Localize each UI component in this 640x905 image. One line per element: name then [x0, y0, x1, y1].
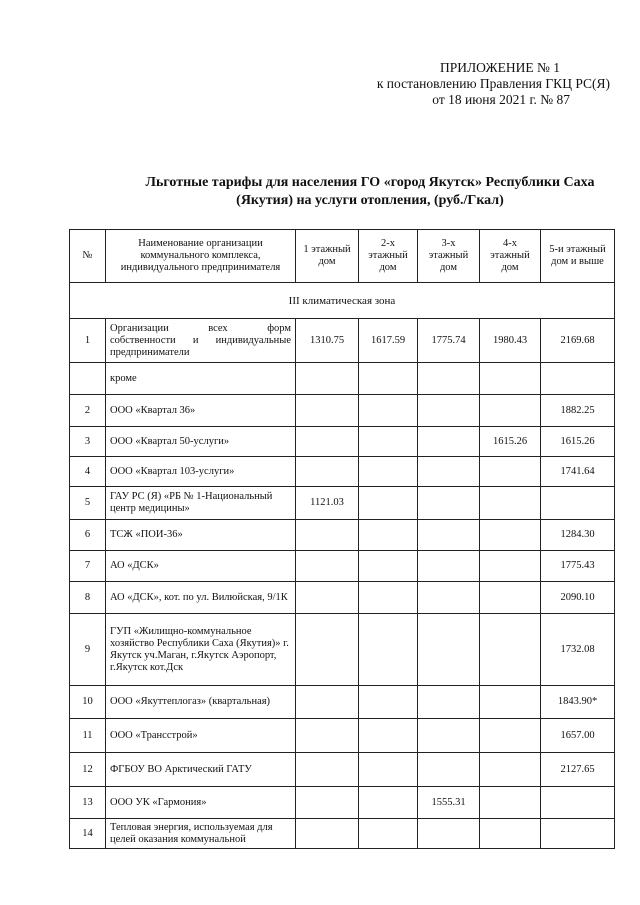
appendix-resolution: к постановлению Правления ГКЦ РС(Я)	[376, 76, 610, 91]
table-row	[70, 363, 615, 395]
row-name: кроме	[106, 363, 296, 395]
value-floor-2: 1617.59	[359, 319, 418, 363]
row-num: 12	[70, 753, 106, 787]
value-floor-5: 1284.30	[541, 520, 615, 551]
value-floor-4	[480, 520, 541, 551]
table-row	[70, 319, 615, 363]
value-floor-1	[296, 582, 359, 614]
value-floor-1	[296, 614, 359, 686]
value-floor-2	[359, 487, 418, 520]
value-floor-3	[418, 520, 480, 551]
row-name: ГУП «Жилищно-коммунальное хозяйство Республики Саха (Якутия)» г. Якутск уч.Маган, г.Якутск Аэропорт, г.Якутск кот.Дск	[106, 614, 296, 686]
header-floor-3: 3-х этажный дом	[418, 230, 480, 283]
value-floor-3	[418, 551, 480, 582]
table-row	[70, 753, 615, 787]
table-row	[70, 819, 615, 849]
table-row	[70, 457, 615, 487]
row-name: ООО УК «Гармония»	[106, 787, 296, 819]
value-floor-4	[480, 819, 541, 849]
row-num: 9	[70, 614, 106, 686]
value-floor-1	[296, 686, 359, 719]
value-floor-3: 1555.31	[418, 787, 480, 819]
value-floor-1	[296, 719, 359, 753]
row-num: 10	[70, 686, 106, 719]
value-floor-3	[418, 363, 480, 395]
value-floor-4	[480, 719, 541, 753]
value-floor-3	[418, 487, 480, 520]
table-row	[70, 686, 615, 719]
row-name: ООО «Квартал 36»	[106, 395, 296, 427]
appendix-number: ПРИЛОЖЕНИЕ № 1	[439, 60, 560, 75]
value-floor-3	[418, 819, 480, 849]
value-floor-4	[480, 395, 541, 427]
value-floor-2	[359, 582, 418, 614]
header-floor-5: 5-и этажный дом и выше	[541, 230, 615, 283]
value-floor-3	[418, 753, 480, 787]
value-floor-4	[480, 787, 541, 819]
row-name: ТСЖ «ПОИ-36»	[106, 520, 296, 551]
row-name-line: Организации всех форм	[110, 322, 291, 334]
appendix-header	[310, 60, 610, 108]
value-floor-1	[296, 363, 359, 395]
value-floor-2	[359, 363, 418, 395]
tariff-table	[69, 229, 615, 849]
row-num: 3	[70, 427, 106, 457]
row-num: 14	[70, 819, 106, 849]
row-name-line: предприниматели	[110, 346, 190, 358]
value-floor-5: 2127.65	[541, 753, 615, 787]
header-floor-4: 4-х этажный дом	[480, 230, 541, 283]
value-floor-1: 1121.03	[296, 487, 359, 520]
value-floor-1	[296, 395, 359, 427]
row-name: ГАУ РС (Я) «РБ № 1-Национальный центр медицины»	[106, 487, 296, 520]
value-floor-1	[296, 787, 359, 819]
row-num: 8	[70, 582, 106, 614]
value-floor-2	[359, 719, 418, 753]
row-num	[70, 363, 106, 395]
value-floor-2	[359, 520, 418, 551]
table-row	[70, 551, 615, 582]
value-floor-5	[541, 787, 615, 819]
row-name: ООО «Якуттеплогаз» (квартальная)	[106, 686, 296, 719]
header-num: №	[70, 230, 106, 283]
value-floor-2	[359, 427, 418, 457]
table-row	[70, 395, 615, 427]
row-num: 6	[70, 520, 106, 551]
row-name: АО «ДСК»	[106, 551, 296, 582]
value-floor-3	[418, 582, 480, 614]
value-floor-1	[296, 427, 359, 457]
row-name	[106, 319, 296, 363]
value-floor-1	[296, 819, 359, 849]
value-floor-4: 1980.43	[480, 319, 541, 363]
row-name: ООО «Квартал 103-услуги»	[106, 457, 296, 487]
value-floor-4	[480, 582, 541, 614]
value-floor-2	[359, 614, 418, 686]
document-title	[100, 174, 640, 210]
row-name: ООО «Трансстрой»	[106, 719, 296, 753]
value-floor-1	[296, 520, 359, 551]
table-row	[70, 719, 615, 753]
value-floor-2	[359, 787, 418, 819]
value-floor-2	[359, 686, 418, 719]
climate-zone: III климатическая зона	[70, 283, 615, 319]
table-row	[70, 520, 615, 551]
table-header-row	[70, 230, 615, 283]
value-floor-5: 2169.68	[541, 319, 615, 363]
value-floor-5	[541, 819, 615, 849]
value-floor-1	[296, 551, 359, 582]
value-floor-5: 1775.43	[541, 551, 615, 582]
zone-row	[70, 283, 615, 319]
table-row	[70, 487, 615, 520]
row-name: АО «ДСК», кот. по ул. Вилюйская, 9/1К	[106, 582, 296, 614]
value-floor-5	[541, 487, 615, 520]
value-floor-4	[480, 686, 541, 719]
header-floor-2: 2-х этажный дом	[359, 230, 418, 283]
value-floor-3	[418, 686, 480, 719]
value-floor-5	[541, 363, 615, 395]
row-name: Тепловая энергия, используемая для целей оказания коммунальной	[106, 819, 296, 849]
table-row	[70, 427, 615, 457]
row-num: 5	[70, 487, 106, 520]
row-name: ФГБОУ ВО Арктический ГАТУ	[106, 753, 296, 787]
value-floor-1	[296, 753, 359, 787]
value-floor-4: 1615.26	[480, 427, 541, 457]
value-floor-3	[418, 719, 480, 753]
value-floor-5: 1732.08	[541, 614, 615, 686]
value-floor-3: 1775.74	[418, 319, 480, 363]
value-floor-2	[359, 753, 418, 787]
value-floor-5: 1882.25	[541, 395, 615, 427]
row-num: 7	[70, 551, 106, 582]
value-floor-4	[480, 363, 541, 395]
value-floor-3	[418, 614, 480, 686]
value-floor-2	[359, 395, 418, 427]
value-floor-5: 1741.64	[541, 457, 615, 487]
value-floor-5: 1615.26	[541, 427, 615, 457]
value-floor-1	[296, 457, 359, 487]
header-name: Наименование организации коммунального комплекса, индивидуального предпринимателя	[106, 230, 296, 283]
table-row	[70, 614, 615, 686]
value-floor-3	[418, 457, 480, 487]
value-floor-2	[359, 819, 418, 849]
value-floor-5: 2090.10	[541, 582, 615, 614]
row-name: ООО «Квартал 50-услуги»	[106, 427, 296, 457]
header-floor-1: 1 этажный дом	[296, 230, 359, 283]
value-floor-2	[359, 457, 418, 487]
value-floor-5: 1657.00	[541, 719, 615, 753]
appendix-date: от 18 июня 2021 г. № 87	[432, 92, 570, 107]
value-floor-5: 1843.90*	[541, 686, 615, 719]
value-floor-4	[480, 551, 541, 582]
row-num: 4	[70, 457, 106, 487]
value-floor-2	[359, 551, 418, 582]
title-line-2: (Якутия) на услуги отопления, (руб./Гкал)	[236, 193, 504, 208]
value-floor-4	[480, 487, 541, 520]
table-row	[70, 582, 615, 614]
value-floor-3	[418, 395, 480, 427]
title-line-1: Льготные тарифы для населения ГО «город Якутск» Республики Саха	[145, 175, 595, 190]
value-floor-4	[480, 614, 541, 686]
value-floor-4	[480, 457, 541, 487]
row-num: 11	[70, 719, 106, 753]
value-floor-4	[480, 753, 541, 787]
row-name-line: собственности и индивидуальные	[110, 334, 291, 346]
value-floor-1: 1310.75	[296, 319, 359, 363]
row-num: 1	[70, 319, 106, 363]
row-num: 13	[70, 787, 106, 819]
value-floor-3	[418, 427, 480, 457]
table-row	[70, 787, 615, 819]
row-num: 2	[70, 395, 106, 427]
